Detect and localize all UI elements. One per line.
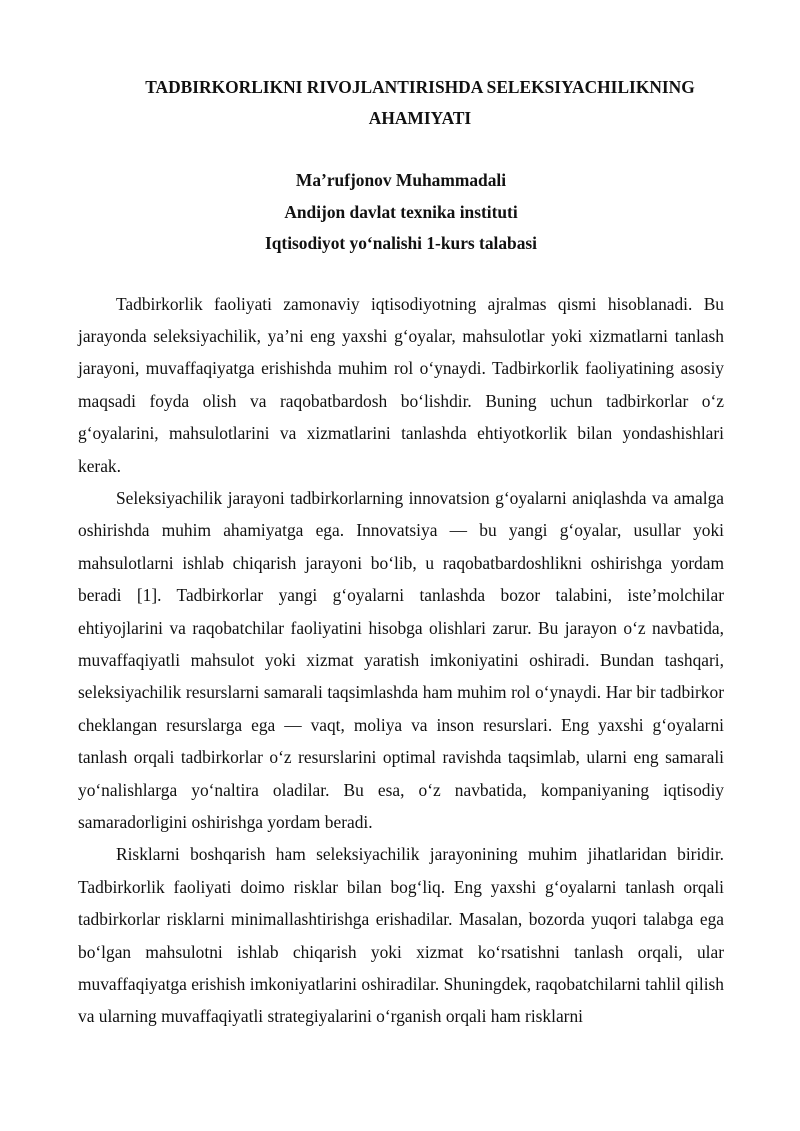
author-institution: Andijon davlat texnika instituti xyxy=(284,201,518,222)
paper-title xyxy=(78,72,724,134)
author-name: Ma’rufjonov Muhammadali xyxy=(295,170,507,190)
paragraph: Tadbirkorlik faoliyati zamonaviy iqtisodiyotning ajralmas qismi hisoblanadi. Bu jarayonda seleksiyachilik, ya’ni eng yaxshi g‘oyalar, mahsulotlar yoki xizmatlarni tanlash jarayoni, muvaffaqiyatga erishishda muhim rol o‘ynaydi. Tadbirkorlik faoliyatining asosiy maqsadi foyda olish va raqobatbardosh bo‘lishdir. Buning uchun tadbirkorlar o‘z g‘oyalarini, mahsulotlarini va xizmatlarini tanlashda ehtiyotkorlik bilan yondashishlari kerak. xyxy=(78,293,724,476)
body-text xyxy=(78,288,724,1033)
author-block xyxy=(78,165,724,260)
paragraph: Risklarni boshqarish ham seleksiyachilik jarayonining muhim jihatlaridan biridir. Tadbirkorlik faoliyati doimo risklar bilan bog‘liq. Eng yaxshi g‘oyalarni tanlash orqali tadbirkorlar risklarni minimallashtirishga erishadilar. Masalan, bozorda yuqori talabga ega bo‘lgan mahsulotni ishlab chiqarish yoki xizmat ko‘rsatishni tanlash orqali, ular muvaffaqiyatga erishish imkoniyatlarini oshiradilar. Shuningdek, raqobatchilarni tahlil qilish va ularning muvaffaqiyatli strategiyalarini o‘rganish orqali ham risklarni xyxy=(78,844,724,1027)
title-line-2: AHAMIYATI xyxy=(368,108,472,128)
title-line-1: TADBIRKORLIKNI RIVOJLANTIRISHDA SELEKSIYACHILIKNING xyxy=(145,77,695,97)
document-page xyxy=(78,72,724,1033)
paragraph: Seleksiyachilik jarayoni tadbirkorlarning innovatsion g‘oyalarni aniqlashda va amalga oshirishda muhim ahamiyatga ega. Innovatsiya — bu yangi g‘oyalar, usullar yoki mahsulotlarni ishlab chiqarish jarayoni bo‘lib, u raqobatbardoshlikni oshirishga yordam beradi [1]. Tadbirkorlar yangi g‘oyalarni tanlashda bozor talabini, iste’molchilar ehtiyojlarini va raqobatchilar faoliyatini hisobga olishlari zarur. Bu jarayon o‘z navbatida, muvaffaqiyatli mahsulot yoki xizmat yaratish imkoniyatini oshiradi. Bundan tashqari, seleksiyachilik resurslarni samarali taqsimlashda ham muhim rol o‘ynaydi. Har bir tadbirkor cheklangan resurslarga ega — vaqt, moliya va inson resurslari. Eng yaxshi g‘oyalarni tanlash orqali tadbirkorlar o‘z resurslarini optimal ravishda taqsimlab, ularni eng samarali yo‘nalishlarga yo‘naltira oladilar. Bu esa, o‘z navbatida, kompaniyaning iqtisodiy samaradorligini oshirishga yordam beradi. xyxy=(78,487,724,832)
author-position: Iqtisodiyot yo‘nalishi 1-kurs talabasi xyxy=(264,233,538,253)
